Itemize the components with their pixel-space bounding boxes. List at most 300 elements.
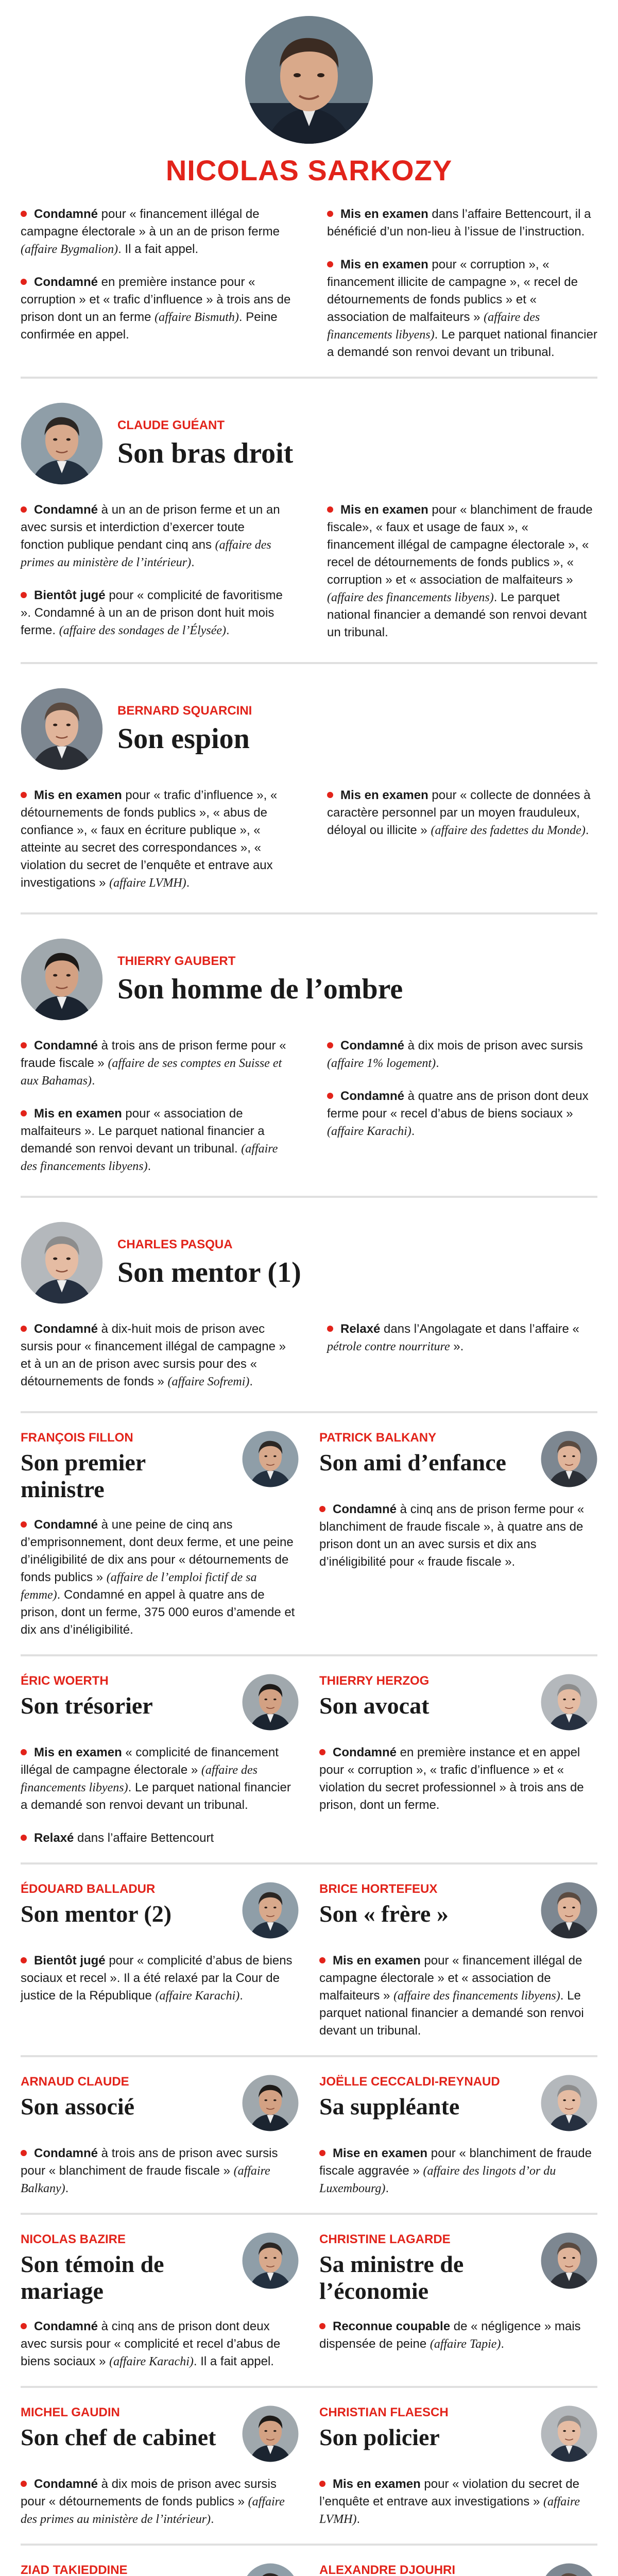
bullet-italic: (affaire Karachi) bbox=[155, 1989, 240, 2003]
hero-section bbox=[0, 0, 618, 377]
bullet-italic: (affaire des primes au ministère de l’intérieur) bbox=[21, 2495, 285, 2526]
card-heading bbox=[319, 2405, 449, 2451]
bullet-text: en première instance pour « corruption » et « trafic d’influence » à trois ans de prison dont un an ferme bbox=[21, 275, 291, 324]
bullet-item bbox=[21, 1105, 291, 1175]
bullet-bold: Mis en examen bbox=[34, 1745, 122, 1759]
bullet-item bbox=[21, 1952, 299, 2005]
bullet-item bbox=[21, 501, 291, 571]
bullet-dot-icon bbox=[21, 1110, 27, 1116]
bullet-text: à quatre ans de prison dont deux ferme pour « recel d’abus de biens sociaux » bbox=[327, 1089, 589, 1121]
bullet-bold: Condamné bbox=[34, 1518, 98, 1532]
bullet-text-end: . bbox=[65, 2181, 69, 2195]
card-bullets bbox=[21, 1744, 299, 1847]
bullet-text: pour « association de malfaiteurs ». Le parquet national financier a demandé son renvoi devant un tribunal. bbox=[21, 1107, 265, 1156]
profile-col-right bbox=[327, 787, 597, 907]
profile-heading bbox=[117, 418, 293, 469]
bullet-item bbox=[327, 1088, 597, 1140]
bullet-item bbox=[327, 1320, 597, 1355]
bullet-text: à cinq ans de prison dont deux avec sursis pour « complicité et recel d’abus de biens sociaux » bbox=[21, 2319, 281, 2368]
portrait-gaubert-icon bbox=[21, 938, 103, 1021]
bullet-text: à dix mois de prison avec sursis bbox=[404, 1039, 583, 1053]
profile-section bbox=[0, 664, 618, 912]
hero-col-right bbox=[327, 206, 597, 377]
bullet-italic: (affaire des financements libyens) bbox=[21, 1142, 278, 1173]
bullet-bold: Mis en examen bbox=[34, 788, 122, 802]
bullet-item bbox=[319, 1952, 597, 2040]
card-bullets bbox=[319, 2476, 597, 2528]
bullet-text-end: . Condamné en appel à quatre ans de prison, dont un ferme, 375 000 euros d’amende et dix ans d’inéligibilité. bbox=[21, 1588, 295, 1637]
card-header bbox=[21, 1882, 299, 1939]
card-heading bbox=[21, 2075, 134, 2120]
bullet-text: dans l’affaire Bettencourt, il a bénéficié d’un non-lieu à l’issue de l’instruction. bbox=[327, 207, 591, 239]
bullet-bold: Reconnue coupable bbox=[333, 2319, 451, 2333]
bullet-bold: Condamné bbox=[34, 2146, 98, 2160]
card-title: Son « frère » bbox=[319, 1901, 449, 1927]
bullet-text-end: . bbox=[249, 1375, 253, 1388]
small-sections bbox=[0, 1411, 618, 2576]
bullet-bold: Condamné bbox=[333, 1745, 397, 1759]
bullet-bold: Condamné bbox=[340, 1089, 405, 1103]
portrait-lagarde-icon bbox=[541, 2232, 597, 2289]
bullet-text: pour « blanchiment de fraude fiscale», « faux et usage de faux », « financement illégal de campagne électorale », « recel de détournements de fonds publics », « corruption » et « association de malfaiteurs » bbox=[327, 503, 593, 587]
portrait-sarkozy-icon bbox=[245, 15, 373, 144]
bullet-italic: (affaire de l’emploi fictif de sa femme) bbox=[21, 1571, 257, 1602]
bullet-dot-icon bbox=[327, 1042, 333, 1048]
bullet-text-end: . bbox=[436, 1056, 439, 1070]
bullet-bold: Condamné bbox=[340, 1039, 405, 1053]
bullet-item bbox=[319, 2318, 597, 2353]
bullet-text: pour « violation du secret de l’enquête et entrave aux investigations » bbox=[319, 2477, 579, 2509]
profile-columns bbox=[21, 1037, 597, 1191]
profile-row bbox=[0, 2215, 618, 2386]
bullet-text: à trois ans de prison avec sursis pour « blanchiment de fraude fiscale » bbox=[21, 2146, 278, 2178]
card-bullets bbox=[319, 1952, 597, 2040]
bullet-text: à cinq ans de prison ferme pour « blanchiment de fraude fiscale », à quatre ans de prison dont un an avec sursis et dix ans d’inéligibilité pour « fraude fiscale ». bbox=[319, 1502, 585, 1569]
bullet-item bbox=[327, 206, 597, 241]
portrait-takieddine-icon bbox=[242, 2563, 299, 2576]
bullet-item bbox=[21, 1829, 299, 1847]
profile-row bbox=[0, 1413, 618, 1654]
bullet-italic: (affaire LVMH) bbox=[319, 2495, 580, 2526]
bullet-italic: (affaire des financements libyens) bbox=[327, 311, 540, 342]
bullet-text: pour « complicité d’abus de biens sociaux et recel ». Il a été relaxé par la Cour de justice de la République bbox=[21, 1954, 293, 2003]
bullet-bold: Mis en examen bbox=[340, 207, 428, 221]
bullet-italic: (affaire des financements libyens) bbox=[393, 1989, 560, 2003]
portrait-herzog-icon bbox=[541, 1674, 597, 1731]
bullet-bold: Mis en examen bbox=[333, 1954, 421, 1968]
card-heading bbox=[319, 1431, 506, 1476]
bullet-text: à une peine de cinq ans d’emprisonnement, dont deux ferme, et une peine d’inéligibilité de dix ans pour « détournements de fonds publics » bbox=[21, 1518, 294, 1584]
card-role: ZIAD TAKIEDDINE bbox=[21, 2563, 128, 2576]
bullet-item bbox=[327, 256, 597, 361]
hero-name: NICOLAS SARKOZY bbox=[165, 154, 453, 187]
profile-header bbox=[21, 688, 597, 770]
card-heading bbox=[21, 1674, 153, 1719]
bullet-dot-icon bbox=[21, 211, 27, 217]
card-bullets bbox=[21, 1952, 299, 2005]
bullet-item bbox=[21, 1516, 299, 1639]
card-bullets bbox=[21, 2318, 299, 2370]
bullet-italic: (affaire des sondages de l’Élysée) bbox=[59, 624, 227, 637]
bullet-bold: Condamné bbox=[34, 1322, 98, 1336]
bullet-item bbox=[21, 274, 291, 344]
bullet-bold: Condamné bbox=[34, 2319, 98, 2333]
bullet-italic: (affaire LVMH) bbox=[109, 876, 186, 890]
portrait-gueant-icon bbox=[21, 402, 103, 485]
bullet-text-end: . bbox=[191, 555, 195, 569]
bullet-italic: (affaire 1% logement) bbox=[327, 1057, 436, 1070]
bullet-text-end: . bbox=[411, 1124, 415, 1138]
profile-col-left bbox=[21, 501, 291, 657]
bullet-italic: (affaire Karachi) bbox=[109, 2355, 194, 2368]
card-role: PATRICK BALKANY bbox=[319, 1431, 437, 1445]
profile-card bbox=[21, 2546, 299, 2576]
card-header bbox=[319, 2075, 597, 2131]
card-header bbox=[319, 1431, 597, 1487]
bullet-dot-icon bbox=[21, 1957, 27, 1963]
bullet-dot-icon bbox=[319, 2150, 325, 2156]
bullet-italic: (affaire Bygmalion) bbox=[21, 243, 118, 256]
profile-heading bbox=[117, 704, 252, 754]
card-header bbox=[319, 2405, 597, 2462]
profile-section bbox=[0, 914, 618, 1196]
profile-row bbox=[0, 2057, 618, 2213]
card-heading bbox=[21, 2232, 235, 2304]
profile-card bbox=[21, 1865, 299, 2055]
card-header bbox=[21, 1431, 299, 1503]
card-header bbox=[21, 2075, 299, 2131]
bullet-bold: Mis en examen bbox=[340, 258, 428, 272]
portrait-ceccaldi-icon bbox=[541, 2075, 597, 2131]
profile-columns bbox=[21, 1320, 597, 1406]
card-header bbox=[319, 2563, 597, 2576]
bullet-dot-icon bbox=[319, 1506, 325, 1512]
bullet-text: pour « trafic d’influence », « détournements de fonds publics », « abus de confiance », « faux en écriture publique », « atteinte au secret des correspondances », « violation du secret de l’enquête et entrave aux investigations » bbox=[21, 788, 278, 890]
profile-row bbox=[0, 2546, 618, 2576]
profile-columns bbox=[21, 501, 597, 657]
bullet-item bbox=[21, 587, 291, 639]
card-header bbox=[319, 1674, 597, 1731]
bullet-text-end: . Le parquet national financier a demandé son renvoi devant un tribunal. bbox=[21, 1781, 291, 1812]
profile-card bbox=[319, 1413, 597, 1654]
bullet-text: pour « collecte de données à caractère personnel par un moyen frauduleux, déloyal ou illicite » bbox=[327, 788, 591, 837]
bullet-italic: (affaire de ses comptes en Suisse et aux Bahamas) bbox=[21, 1057, 282, 1088]
portrait-flaesch-icon bbox=[541, 2405, 597, 2462]
profile-card bbox=[319, 1656, 597, 1862]
bullet-italic: (affaire Balkany) bbox=[21, 2164, 270, 2195]
profile-section bbox=[0, 1198, 618, 1411]
bullet-bold: Condamné bbox=[34, 503, 98, 517]
card-header bbox=[21, 2405, 299, 2462]
bullet-text-end: . Il a fait appel. bbox=[118, 242, 199, 256]
profile-col-right bbox=[327, 1037, 597, 1191]
card-heading bbox=[21, 2405, 216, 2451]
bullet-item bbox=[21, 1320, 291, 1391]
profile-col-left bbox=[21, 1037, 291, 1191]
card-title: Son trésorier bbox=[21, 1692, 153, 1719]
bullet-dot-icon bbox=[21, 279, 27, 285]
bullet-italic: (affaire Sofremi) bbox=[167, 1375, 250, 1388]
card-heading bbox=[319, 1882, 449, 1927]
profile-title: Son mentor (1) bbox=[117, 1257, 301, 1289]
profile-header bbox=[21, 402, 597, 485]
bullet-bold: Mis en examen bbox=[333, 2477, 421, 2491]
profile-title: Son homme de l’ombre bbox=[117, 973, 403, 1005]
card-title: Son ami d’enfance bbox=[319, 1449, 506, 1476]
bullet-item bbox=[21, 2318, 299, 2370]
profile-role: CLAUDE GUÉANT bbox=[117, 418, 225, 432]
bullet-dot-icon bbox=[319, 2323, 325, 2329]
bullet-text: pour « financement illégal de campagne électorale » à un an de prison ferme bbox=[21, 207, 280, 239]
profile-card bbox=[319, 2546, 597, 2576]
card-header bbox=[21, 2232, 299, 2304]
bullet-bold: Bientôt jugé bbox=[34, 1954, 106, 1968]
bullet-bold: Condamné bbox=[34, 2477, 98, 2491]
bullet-dot-icon bbox=[327, 261, 333, 267]
profile-header bbox=[21, 1222, 597, 1304]
bullet-text-end: . bbox=[501, 2337, 505, 2351]
portrait-gaudin-icon bbox=[242, 2405, 299, 2462]
card-title: Sa ministre de l’économie bbox=[319, 2251, 464, 2304]
bullet-dot-icon bbox=[327, 792, 333, 798]
bullet-text: à un an de prison ferme et un an avec sursis et interdiction d’exercer toute fonction publique pendant cinq ans bbox=[21, 503, 280, 552]
card-title: Son avocat bbox=[319, 1692, 430, 1719]
profile-title: Son bras droit bbox=[117, 437, 294, 469]
bullet-text: en première instance et en appel pour « corruption », « trafic d’influence » et « violation du secret professionnel » à trois ans de prison, dont un ferme. bbox=[319, 1745, 584, 1812]
bullet-bold: Relaxé bbox=[340, 1322, 381, 1336]
bullet-bold: Condamné bbox=[333, 1502, 397, 1516]
card-bullets bbox=[21, 2476, 299, 2528]
bullet-bold: Condamné bbox=[34, 1039, 98, 1053]
portrait-balladur-icon bbox=[242, 1882, 299, 1939]
bullet-dot-icon bbox=[21, 1835, 27, 1841]
bullet-bold: Relaxé bbox=[34, 1831, 74, 1845]
card-role: THIERRY HERZOG bbox=[319, 1674, 430, 1688]
bullet-italic: (affaire Tapie) bbox=[430, 2337, 501, 2351]
profile-role: THIERRY GAUBERT bbox=[117, 954, 236, 968]
bullet-italic: pétrole contre nourriture bbox=[327, 1340, 450, 1353]
bullet-bold: Condamné bbox=[34, 275, 98, 289]
bullet-dot-icon bbox=[21, 592, 27, 598]
portrait-woerth-icon bbox=[242, 1674, 299, 1731]
bullet-italic: (affaire des primes au ministère de l’intérieur) bbox=[21, 538, 271, 569]
profile-card bbox=[319, 2057, 597, 2213]
card-header bbox=[21, 1674, 299, 1731]
bullet-item bbox=[319, 2145, 597, 2197]
bullet-text: dans l’affaire Bettencourt bbox=[74, 1831, 214, 1845]
card-role: NICOLAS BAZIRE bbox=[21, 2232, 126, 2246]
bullet-text-end: . Le parquet national financier a demandé son renvoi devant un tribunal. bbox=[327, 328, 597, 359]
bullet-item bbox=[21, 787, 291, 892]
bullet-text: pour « blanchiment de fraude fiscale aggravée » bbox=[319, 2146, 592, 2178]
bullet-text: à dix mois de prison avec sursis pour « détournements de fonds publics » bbox=[21, 2477, 277, 2509]
bullet-bold: Bientôt jugé bbox=[34, 588, 106, 602]
profile-card bbox=[21, 2388, 299, 2544]
card-role: ARNAUD CLAUDE bbox=[21, 2075, 129, 2089]
bullet-text-end: . Le parquet national financier a demandé son renvoi devant un tribunal. bbox=[327, 590, 587, 639]
card-title: Son policier bbox=[319, 2424, 440, 2450]
profile-card bbox=[319, 2215, 597, 2386]
card-role: ÉDOUARD BALLADUR bbox=[21, 1882, 156, 1896]
profile-role: BERNARD SQUARCINI bbox=[117, 704, 252, 718]
card-heading bbox=[319, 1674, 429, 1719]
bullet-text-end: . bbox=[356, 2512, 360, 2526]
card-bullets bbox=[319, 2145, 597, 2197]
bullet-item bbox=[327, 787, 597, 839]
profile-col-right bbox=[327, 1320, 597, 1406]
card-role: ALEXANDRE DJOUHRI bbox=[319, 2563, 456, 2576]
bullet-text-end: . bbox=[385, 2181, 389, 2195]
profile-row bbox=[0, 2388, 618, 2544]
card-title: Son chef de cabinet bbox=[21, 2424, 216, 2450]
card-bullets bbox=[319, 1501, 597, 1571]
bullet-dot-icon bbox=[21, 2323, 27, 2329]
card-heading bbox=[319, 2563, 534, 2576]
bullet-dot-icon bbox=[21, 1521, 27, 1528]
profile-columns bbox=[21, 787, 597, 907]
bullet-text-end: . bbox=[91, 1074, 95, 1088]
bullet-italic: (affaire Bismuth) bbox=[154, 311, 239, 324]
bullet-item bbox=[21, 2145, 299, 2197]
bullet-text: de « négligence » mais dispensée de peine bbox=[319, 2319, 581, 2351]
card-header bbox=[319, 1882, 597, 1939]
card-role: CHRISTIAN FLAESCH bbox=[319, 2405, 449, 2419]
bullet-dot-icon bbox=[21, 2481, 27, 2487]
card-role: CHRISTINE LAGARDE bbox=[319, 2232, 451, 2246]
card-title: Son associé bbox=[21, 2093, 135, 2120]
card-heading bbox=[21, 1882, 171, 1927]
bullet-dot-icon bbox=[21, 1326, 27, 1332]
profile-card bbox=[21, 2215, 299, 2386]
bullet-italic: (affaire des lingots d’or du Luxembourg) bbox=[319, 2164, 556, 2195]
profile-section bbox=[0, 379, 618, 662]
portrait-djouhri-icon bbox=[541, 2563, 597, 2576]
profile-card bbox=[319, 2388, 597, 2544]
bullet-text: dans l’Angolagate et dans l’affaire « bbox=[380, 1322, 579, 1336]
bullet-item bbox=[21, 2476, 299, 2528]
bullet-text: pour « financement illégal de campagne électorale » et « association de malfaiteurs » bbox=[319, 1954, 582, 2003]
portrait-balkany-icon bbox=[541, 1431, 597, 1487]
bullet-bold: Condamné bbox=[34, 207, 98, 221]
bullet-bold: Mis en examen bbox=[340, 788, 428, 802]
portrait-pasqua-icon bbox=[21, 1222, 103, 1304]
bullet-text-end: ». bbox=[450, 1340, 464, 1353]
bullet-bold: Mis en examen bbox=[34, 1107, 122, 1121]
bullet-text-end: . bbox=[211, 2512, 214, 2526]
bullet-item bbox=[21, 1037, 291, 1090]
profile-col-left bbox=[21, 787, 291, 907]
bullet-text: « complicité de financement illégal de campagne électorale » bbox=[21, 1745, 279, 1777]
bullet-dot-icon bbox=[327, 1093, 333, 1099]
profile-title: Son espion bbox=[117, 723, 250, 755]
bullet-item bbox=[319, 1744, 597, 1814]
card-header bbox=[319, 2232, 597, 2304]
card-bullets bbox=[319, 2318, 597, 2353]
card-role: ÉRIC WOERTH bbox=[21, 1674, 109, 1688]
card-heading bbox=[319, 2075, 500, 2120]
bullet-text-end: . Le parquet national financier a demandé son renvoi devant un tribunal. bbox=[319, 1989, 584, 2038]
profile-card bbox=[21, 2057, 299, 2213]
profile-row bbox=[0, 1865, 618, 2055]
bullet-italic: (affaire des financements libyens) bbox=[21, 1764, 258, 1794]
profile-header bbox=[21, 938, 597, 1021]
card-title: Son mentor (2) bbox=[21, 1901, 172, 1927]
bullet-item bbox=[327, 501, 597, 641]
card-role: JOËLLE CECCALDI-REYNAUD bbox=[319, 2075, 500, 2089]
portrait-bazire-icon bbox=[242, 2232, 299, 2289]
profile-card bbox=[21, 1656, 299, 1862]
hero-col-left bbox=[21, 206, 291, 377]
profile-role: CHARLES PASQUA bbox=[117, 1238, 233, 1251]
bullet-italic: (affaire des financements libyens) bbox=[327, 591, 494, 604]
card-bullets bbox=[319, 1744, 597, 1814]
card-heading bbox=[21, 1431, 235, 1503]
profile-col-right bbox=[327, 501, 597, 657]
card-bullets bbox=[21, 2145, 299, 2197]
bullet-dot-icon bbox=[327, 1326, 333, 1332]
profile-heading bbox=[117, 954, 403, 1005]
card-heading bbox=[319, 2232, 534, 2304]
bullet-bold: Mis en examen bbox=[340, 503, 428, 517]
profile-card bbox=[319, 1865, 597, 2055]
card-bullets bbox=[21, 1516, 299, 1639]
bullet-dot-icon bbox=[21, 506, 27, 513]
bullet-dot-icon bbox=[21, 1042, 27, 1048]
bullet-dot-icon bbox=[319, 2481, 325, 2487]
bullet-item bbox=[319, 2476, 597, 2528]
portrait-fillon-icon bbox=[242, 1431, 299, 1487]
hero-columns bbox=[0, 187, 618, 377]
bullet-text-end: . bbox=[585, 823, 589, 837]
bullet-text-end: . bbox=[239, 1989, 243, 2003]
bullet-text-end: . Peine confirmée en appel. bbox=[21, 310, 278, 342]
bullet-text: pour « complicité de favoritisme ». Condamné à un an de prison dont huit mois ferme. bbox=[21, 588, 283, 637]
bullet-dot-icon bbox=[21, 792, 27, 798]
bullet-item bbox=[21, 1744, 299, 1814]
big-sections bbox=[0, 377, 618, 1411]
bullet-dot-icon bbox=[21, 1749, 27, 1755]
bullet-bold: Mise en examen bbox=[333, 2146, 428, 2160]
bullet-item bbox=[327, 1037, 597, 1072]
bullet-dot-icon bbox=[319, 1957, 325, 1963]
card-heading bbox=[21, 2563, 235, 2576]
bullet-italic: (affaire Karachi) bbox=[327, 1125, 411, 1138]
portrait-hortefeux-icon bbox=[541, 1882, 597, 1939]
bullet-text-end: . bbox=[147, 1159, 151, 1173]
bullet-text-end: . Il a fait appel. bbox=[193, 2354, 274, 2368]
bullet-dot-icon bbox=[327, 211, 333, 217]
portrait-squarcini-icon bbox=[21, 688, 103, 770]
bullet-text-end: . bbox=[186, 876, 190, 890]
card-header bbox=[21, 2563, 299, 2576]
profile-col-left bbox=[21, 1320, 291, 1406]
card-role: MICHEL GAUDIN bbox=[21, 2405, 120, 2419]
bullet-item bbox=[319, 1501, 597, 1571]
card-title: Son témoin de mariage bbox=[21, 2251, 164, 2304]
bullet-dot-icon bbox=[319, 1749, 325, 1755]
bullet-item bbox=[21, 206, 291, 258]
profile-row bbox=[0, 1656, 618, 1862]
bullet-text-end: . bbox=[226, 623, 230, 637]
portrait-claude-icon bbox=[242, 2075, 299, 2131]
bullet-text: à trois ans de prison ferme pour « fraude fiscale » bbox=[21, 1039, 286, 1070]
bullet-dot-icon bbox=[21, 2150, 27, 2156]
profile-card bbox=[21, 1413, 299, 1654]
card-title: Son premier ministre bbox=[21, 1449, 146, 1502]
bullet-text: pour « corruption », « financement illicite de campagne », « recel de détournements de fonds publics » et « association de malfaiteurs » bbox=[327, 258, 578, 324]
bullet-text: à dix-huit mois de prison avec sursis pour « financement illégal de campagne » et à un an de prison avec sursis pour des « détournements de fonds » bbox=[21, 1322, 286, 1388]
bullet-dot-icon bbox=[327, 506, 333, 513]
